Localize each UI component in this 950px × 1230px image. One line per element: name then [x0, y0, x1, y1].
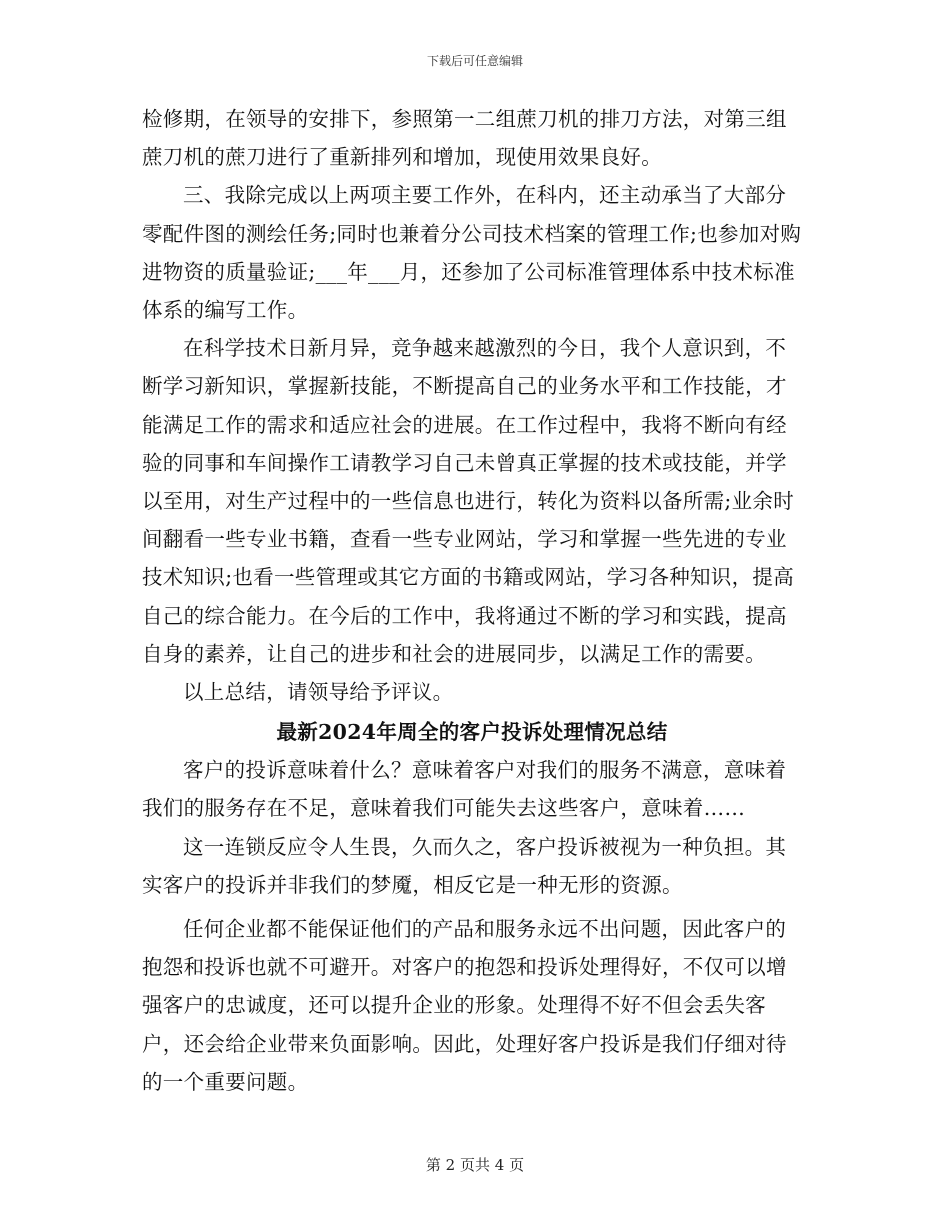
body-paragraph-learning: 在科学技术日新月异，竞争越来越激烈的今日，我个人意识到，不断学习新知识，掌握新技能，不断提高自己的业务水平和工作技能，才能满足工作的需求和适应社会的进展。在工作过程中，我将不断向有经验的同事和车间操作工请教学习自己未曾真正掌握的技术或技能，并学以至用，对生产过程中的一些信息也进行，转化为资料以备所需;业余时间翻看一些专业书籍，查看一些专业网站，学习和掌握一些先进的专业技术知识;也看一些管理或其它方面的书籍或网站，学习各种知识，提高自己的综合能力。在今后的工作中，我将通过不断的学习和实践，提高自身的素养，让自己的进步和社会的进展同步，以满足工作的需要。 [142, 336, 795, 666]
page-number: 第 2 页共 4 页 [425, 1156, 525, 1174]
section-paragraph-importance: 任何企业都不能保证他们的产品和服务永远不出问题，因此客户的抱怨和投诉也就不可避开。对客户的抱怨和投诉处理得好，不仅可以增强客户的忠诚度，还可以提升企业的形象。处理得不好不但会丢失客户，还会给企业带来负面影响。因此，处理好客户投诉是我们仔细对待的一个重要问题。 [142, 917, 787, 1094]
section-paragraph-burden: 这一连锁反应令人生畏，久而久之，客户投诉被视为一种负担。其实客户的投诉并非我们的梦魇，相反它是一种无形的资源。 [142, 834, 787, 897]
body-paragraph-continuation: 检修期，在领导的安排下，参照第一二组蔗刀机的排刀方法，对第三组蔗刀机的蔗刀进行了重新排列和增加，现使用效果良好。 [142, 107, 787, 170]
body-paragraph-third-item: 三、我除完成以上两项主要工作外，在科内，还主动承当了大部分零配件图的测绘任务;同时也兼着分公司技术档案的管理工作;也参加对购进物资的质量验证;___年___月，还参加了公司标准管理体系中技术标准体系的编写工作。 [142, 183, 802, 323]
document-body [142, 100, 802, 1101]
section-paragraph-meaning: 客户的投诉意味着什么？意味着客户对我们的服务不满意，意味着我们的服务存在不足，意味着我们可能失去这些客户，意味着…… [142, 758, 787, 821]
section-title: 最新2024年周全的客户投诉处理情况总结 [276, 720, 668, 745]
body-paragraph-closing: 以上总结，请领导给予评议。 [183, 680, 454, 705]
page-header-note: 下载后可任意编辑 [426, 54, 523, 68]
